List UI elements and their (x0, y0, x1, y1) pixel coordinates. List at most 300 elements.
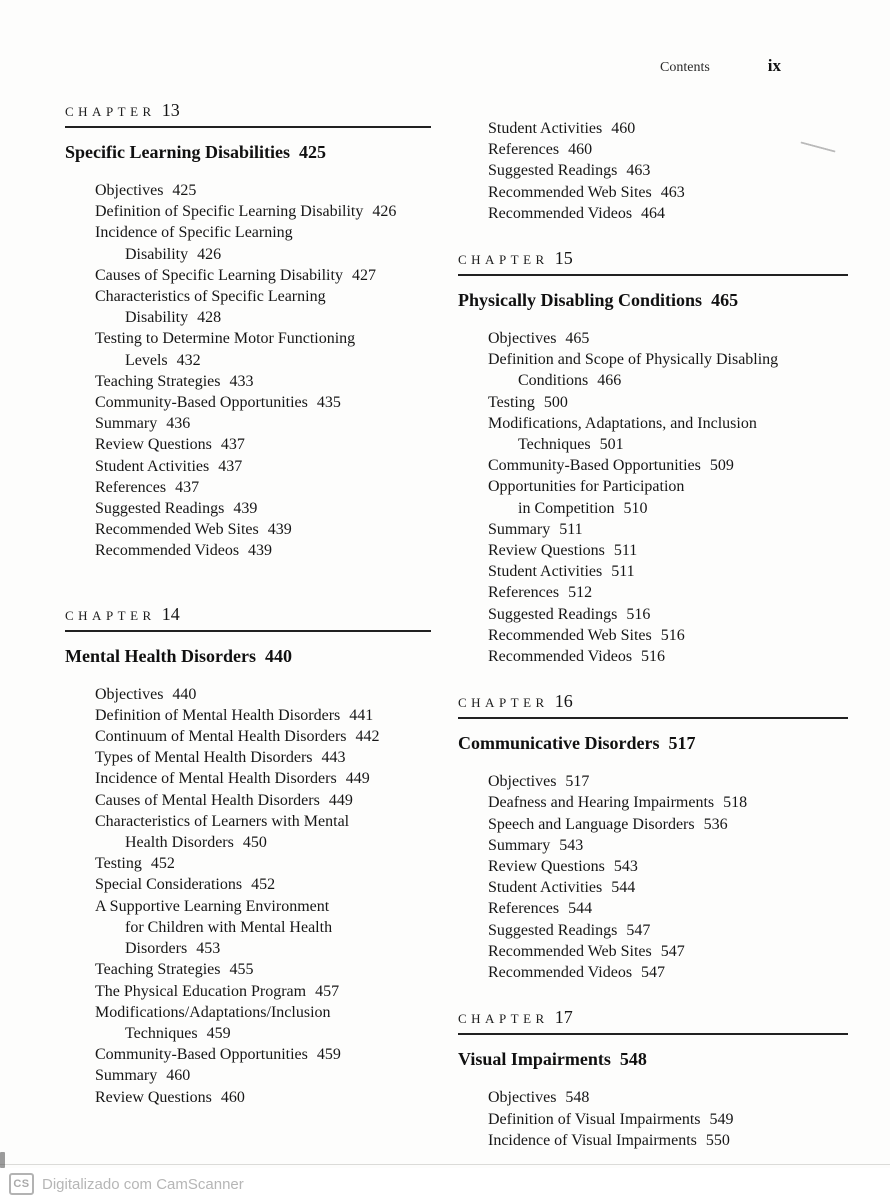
chapter-title (458, 731, 848, 756)
toc-page-number: 465 (565, 330, 590, 348)
toc-entry (488, 455, 848, 476)
toc-line (488, 370, 848, 391)
chapter-block (65, 604, 431, 1108)
toc-line-text: Definition and Scope of Physically Disabling (488, 351, 779, 369)
toc-line (488, 1087, 848, 1108)
toc-line-text: Modifications/Adaptations/Inclusion (95, 1003, 331, 1021)
toc-line (488, 118, 848, 139)
chapter-label: CHAPTER (458, 1011, 549, 1027)
toc-page-number: 433 (229, 372, 254, 390)
toc-line-text: References (488, 584, 560, 602)
chapter-title-page: 465 (711, 290, 739, 311)
toc-line (95, 1044, 431, 1065)
toc-entry (95, 790, 431, 811)
toc-line (488, 835, 848, 856)
toc-line-text: Review Questions (95, 1088, 212, 1106)
toc-page-number: 437 (175, 478, 200, 496)
toc-entry (488, 625, 848, 646)
chapter-number: 16 (554, 691, 573, 712)
toc-entry (488, 1109, 848, 1130)
toc-page-number: 460 (220, 1088, 245, 1106)
toc-page-number: 518 (723, 794, 748, 812)
toc-line (95, 456, 431, 477)
toc-line (95, 981, 431, 1002)
chapter-heading (458, 691, 848, 719)
toc-entry (95, 705, 431, 726)
toc-page-number: 460 (611, 120, 636, 137)
toc-entry (488, 835, 848, 856)
toc-entry (488, 920, 848, 941)
toc-line (95, 1002, 431, 1023)
chapter-block (458, 248, 848, 667)
toc-line-text: Student Activities (488, 879, 603, 897)
toc-line-text: Causes of Mental Health Disorders (95, 791, 320, 809)
toc-page-number: 457 (315, 982, 340, 1000)
folio-page-number: ix (767, 56, 782, 75)
toc-entry (95, 726, 431, 747)
toc-line-text: Objectives (488, 1089, 557, 1107)
toc-line-text: Teaching Strategies (95, 372, 221, 390)
toc-line-text: Summary (95, 1067, 158, 1085)
toc-line (95, 498, 431, 519)
chapter-title-text: Visual Impairments (458, 1049, 611, 1070)
toc-line-text: Incidence of Specific Learning (95, 224, 293, 242)
chapter-title (458, 288, 848, 313)
chapter-number: 14 (161, 603, 180, 624)
toc-line-text: Objectives (95, 685, 164, 703)
chapter-title (458, 1047, 848, 1072)
toc-line (95, 1023, 431, 1044)
chapter-block (65, 100, 431, 562)
toc-line (95, 726, 431, 747)
toc-line-text: Recommended Web Sites (488, 942, 652, 960)
toc-line (488, 604, 848, 625)
toc-entry (95, 1002, 431, 1044)
toc-page-number: 437 (220, 436, 245, 454)
toc-line-text: A Supportive Learning Environment (95, 897, 330, 915)
toc-line (95, 1087, 431, 1108)
toc-entry (95, 896, 431, 960)
running-title: Contents (660, 60, 710, 75)
toc-line-text: Objectives (95, 182, 164, 199)
toc-entry (488, 413, 848, 455)
toc-line-text: Characteristics of Learners with Mental (95, 812, 350, 830)
toc-entries (65, 684, 431, 1108)
scan-smudge-artifact (0, 1152, 5, 1168)
toc-entry (95, 392, 431, 413)
toc-page-number: 435 (316, 394, 341, 412)
toc-line (95, 540, 431, 561)
toc-line-text: Recommended Web Sites (488, 183, 652, 201)
toc-line-text: Disability (125, 309, 189, 327)
toc-line (95, 413, 431, 434)
toc-entry (95, 1044, 431, 1065)
toc-entry (488, 1087, 848, 1108)
toc-line (95, 747, 431, 768)
toc-line-text: Student Activities (488, 563, 603, 581)
toc-line-text: Testing (488, 393, 535, 411)
toc-line (95, 917, 431, 938)
toc-line-text: Recommended Web Sites (488, 626, 652, 644)
toc-line (95, 350, 431, 371)
toc-entry (95, 434, 431, 455)
toc-line (95, 180, 431, 201)
toc-line (488, 160, 848, 181)
toc-entry (488, 962, 848, 983)
toc-line (488, 582, 848, 603)
toc-page-number: 453 (196, 940, 221, 958)
toc-page-number: 426 (197, 245, 222, 263)
chapter-label: CHAPTER (65, 607, 156, 623)
toc-page-number: 452 (150, 855, 175, 873)
toc-entry (488, 771, 848, 792)
toc-line (95, 832, 431, 853)
chapter-title-page: 425 (299, 142, 326, 162)
toc-column-right (458, 103, 848, 1151)
chapter-title-text: Specific Learning Disabilities (65, 142, 290, 162)
toc-line-text: Continuum of Mental Health Disorders (95, 728, 347, 746)
toc-line (95, 811, 431, 832)
toc-line (488, 139, 848, 160)
toc-entry (95, 1065, 431, 1086)
toc-page-number: 460 (166, 1067, 191, 1085)
toc-line-text: Techniques (518, 436, 591, 454)
toc-page-number: 536 (703, 815, 728, 833)
toc-line-text: Review Questions (95, 436, 212, 454)
toc-line (95, 222, 431, 243)
toc-line-text: Definition of Visual Impairments (488, 1110, 701, 1128)
toc-line-text: Community-Based Opportunities (95, 1046, 308, 1064)
toc-entry (95, 1087, 431, 1108)
toc-line (488, 392, 848, 413)
running-header (660, 56, 850, 76)
toc-line-text: The Physical Education Program (95, 982, 307, 1000)
toc-page-number: 511 (611, 563, 635, 581)
toc-line (488, 771, 848, 792)
toc-line (95, 1065, 431, 1086)
toc-entries (458, 771, 848, 983)
toc-entry (95, 328, 431, 370)
toc-entry (488, 160, 848, 181)
chapter-title-page: 440 (264, 645, 292, 666)
toc-page-number: 450 (242, 834, 267, 852)
toc-page-number: 516 (641, 648, 666, 666)
toc-page-number: 544 (568, 900, 593, 918)
toc-entries (458, 328, 848, 667)
toc-line-text: Testing (95, 855, 142, 873)
toc-entry (488, 941, 848, 962)
toc-line (488, 328, 848, 349)
toc-page-number: 436 (166, 415, 191, 433)
toc-line-text: in Competition (518, 499, 615, 517)
toc-line-text: Incidence of Mental Health Disorders (95, 770, 337, 788)
toc-page-number: 544 (611, 879, 636, 897)
toc-entry (488, 604, 848, 625)
toc-line-text: Techniques (125, 1024, 198, 1042)
chapter-heading (458, 1007, 848, 1035)
toc-line-text: Recommended Web Sites (95, 521, 259, 539)
chapter-heading (65, 100, 431, 128)
toc-line (488, 413, 848, 434)
toc-line (95, 853, 431, 874)
toc-line-text: Special Considerations (95, 876, 243, 894)
toc-entry (488, 519, 848, 540)
toc-line-text: Teaching Strategies (95, 961, 221, 979)
toc-line-text: Review Questions (488, 542, 605, 560)
toc-line (488, 792, 848, 813)
toc-line-text: Deafness and Hearing Impairments (488, 794, 715, 812)
toc-line (488, 625, 848, 646)
chapter-heading (65, 604, 431, 632)
toc-page-number: 512 (568, 584, 593, 602)
toc-entry (95, 747, 431, 768)
toc-line (488, 646, 848, 667)
toc-line-text: Suggested Readings (488, 162, 618, 180)
toc-line-text: References (488, 900, 560, 918)
toc-page-number: 548 (565, 1089, 590, 1107)
toc-line-text: Objectives (488, 773, 557, 791)
toc-line-text: Health Disorders (125, 834, 234, 852)
toc-line-text: Speech and Language Disorders (488, 815, 695, 833)
toc-page-number: 511 (559, 520, 583, 538)
camscanner-footer (0, 1168, 890, 1200)
toc-line (95, 684, 431, 705)
toc-line-text: Suggested Readings (488, 605, 618, 623)
toc-line (488, 920, 848, 941)
toc-line (95, 959, 431, 980)
toc-entry (95, 768, 431, 789)
toc-page-number: 547 (660, 942, 685, 960)
toc-entries (458, 1087, 848, 1151)
toc-entry (95, 811, 431, 853)
toc-line (488, 898, 848, 919)
scan-edge-line (0, 1164, 890, 1165)
toc-page-number: 449 (328, 791, 353, 809)
toc-line-text: Definition of Specific Learning Disability (95, 203, 364, 221)
chapter-block (458, 1007, 848, 1151)
toc-entry (95, 477, 431, 498)
toc-page-number: 459 (206, 1024, 231, 1042)
toc-line (488, 1130, 848, 1151)
toc-line (95, 307, 431, 328)
toc-line (95, 790, 431, 811)
toc-line (95, 938, 431, 959)
toc-line-text: Characteristics of Specific Learning (95, 288, 326, 306)
toc-line (488, 349, 848, 370)
toc-entry (488, 540, 848, 561)
chapter-label: CHAPTER (458, 695, 549, 711)
toc-line (488, 1109, 848, 1130)
toc-page-number: 449 (345, 770, 370, 788)
toc-page-number: 516 (660, 626, 685, 644)
chapter-title-text: Physically Disabling Conditions (458, 290, 703, 311)
chapter-label: CHAPTER (65, 104, 156, 119)
toc-page-number: 549 (709, 1110, 734, 1128)
toc-line (488, 498, 848, 519)
toc-line (95, 371, 431, 392)
toc-entry (488, 877, 848, 898)
toc-line-text: Objectives (488, 330, 557, 348)
toc-entry (488, 118, 848, 139)
toc-line (488, 540, 848, 561)
toc-page-number: 500 (543, 393, 568, 411)
toc-entry (95, 853, 431, 874)
toc-entry (95, 180, 431, 201)
toc-page-number: 439 (248, 542, 273, 560)
toc-entry (95, 874, 431, 895)
toc-line-text: Causes of Specific Learning Disability (95, 266, 343, 284)
toc-entry (488, 203, 848, 224)
toc-line-text: Types of Mental Health Disorders (95, 749, 313, 767)
toc-entry (95, 684, 431, 705)
toc-line (488, 877, 848, 898)
toc-page-number: 452 (251, 876, 276, 894)
toc-line (488, 814, 848, 835)
chapter-number: 13 (161, 100, 180, 120)
toc-line-text: Review Questions (488, 858, 605, 876)
toc-entry (488, 139, 848, 160)
chapter-title-page: 517 (668, 733, 696, 754)
toc-line (95, 434, 431, 455)
toc-line-text: Conditions (518, 372, 589, 390)
toc-line-text: Community-Based Opportunities (488, 457, 701, 475)
toc-entry (488, 561, 848, 582)
toc-entry (95, 498, 431, 519)
chapter-title-text: Communicative Disorders (458, 733, 660, 754)
toc-page-number: 543 (559, 836, 584, 854)
toc-entries (458, 118, 848, 224)
toc-entry (488, 182, 848, 203)
toc-entry (488, 476, 848, 518)
toc-line (95, 705, 431, 726)
toc-line-text: Suggested Readings (488, 921, 618, 939)
toc-line-text: Recommended Videos (488, 648, 633, 666)
toc-line (95, 874, 431, 895)
toc-line (488, 941, 848, 962)
toc-entry (95, 959, 431, 980)
toc-line (95, 768, 431, 789)
toc-line-text: Modifications, Adaptations, and Inclusion (488, 414, 757, 432)
toc-page-number: 501 (599, 436, 624, 454)
toc-page-number: 428 (197, 309, 222, 327)
toc-entry (95, 265, 431, 286)
toc-line (95, 519, 431, 540)
toc-page-number: 463 (626, 162, 651, 180)
toc-entry (488, 792, 848, 813)
toc-line (488, 476, 848, 497)
toc-line-text: for Children with Mental Health (125, 918, 333, 936)
toc-line (95, 201, 431, 222)
toc-line-text: Student Activities (488, 120, 603, 137)
chapter-title-text: Mental Health Disorders (65, 645, 256, 666)
toc-page-number: 455 (229, 961, 254, 979)
toc-line (95, 896, 431, 917)
toc-line (95, 244, 431, 265)
toc-line-text: Student Activities (95, 457, 210, 475)
toc-entry (95, 371, 431, 392)
toc-line-text: Suggested Readings (95, 500, 225, 518)
toc-entry (488, 1130, 848, 1151)
toc-page-number: 443 (321, 749, 346, 767)
toc-page-number: 509 (709, 457, 734, 475)
toc-entry (488, 349, 848, 391)
toc-line-text: References (95, 478, 167, 496)
toc-line-text: Testing to Determine Motor Functioning (95, 330, 356, 348)
chapter-continuation-block (458, 118, 848, 224)
toc-line (488, 182, 848, 203)
toc-entry (95, 413, 431, 434)
toc-line (488, 455, 848, 476)
toc-line (488, 856, 848, 877)
toc-page-number: 442 (355, 728, 380, 746)
toc-line (95, 286, 431, 307)
chapter-heading (458, 248, 848, 276)
toc-line-text: Summary (488, 836, 551, 854)
toc-page-number: 460 (568, 141, 593, 159)
toc-line-text: Disability (125, 245, 189, 263)
toc-page-number: 432 (176, 351, 201, 369)
toc-line (488, 561, 848, 582)
toc-entry (95, 222, 431, 264)
toc-line-text: Recommended Videos (95, 542, 240, 560)
toc-entry (488, 814, 848, 835)
toc-entry (95, 540, 431, 561)
toc-line-text: Summary (488, 520, 551, 538)
toc-page-number: 464 (641, 204, 666, 222)
toc-page-number: 543 (613, 858, 638, 876)
camscanner-logo-icon: CS (9, 1173, 34, 1195)
toc-page-number: 459 (316, 1046, 341, 1064)
toc-line-text: Opportunities for Participation (488, 478, 685, 496)
toc-entry (488, 856, 848, 877)
toc-line (488, 519, 848, 540)
toc-page-number: 511 (613, 542, 638, 560)
toc-line-text: Disorders (125, 940, 188, 958)
toc-page-number: 547 (626, 921, 651, 939)
toc-line (95, 392, 431, 413)
toc-entry (488, 328, 848, 349)
toc-page-number: 547 (641, 964, 666, 982)
toc-line-text: Recommended Videos (488, 964, 633, 982)
toc-line-text: Definition of Mental Health Disorders (95, 706, 341, 724)
toc-page-number: 517 (565, 773, 590, 791)
toc-entry (488, 392, 848, 413)
toc-entry (488, 646, 848, 667)
toc-line (488, 203, 848, 224)
toc-page-number: 466 (597, 372, 622, 390)
chapter-title (65, 644, 431, 669)
chapter-number: 17 (554, 1007, 573, 1028)
toc-entry (95, 456, 431, 477)
toc-entry (488, 582, 848, 603)
toc-page-number: 437 (218, 457, 243, 475)
chapter-label: CHAPTER (458, 252, 549, 268)
toc-entry (95, 286, 431, 328)
toc-line-text: Recommended Videos (488, 204, 633, 222)
toc-page-number: 441 (349, 706, 374, 724)
toc-page-number: 439 (267, 521, 292, 539)
toc-entry (95, 981, 431, 1002)
chapter-number: 15 (554, 248, 573, 269)
toc-line-text: Incidence of Visual Impairments (488, 1131, 697, 1149)
toc-column-left (65, 100, 431, 1108)
chapter-title (65, 140, 431, 165)
toc-page-number: 510 (623, 499, 648, 517)
toc-line-text: Levels (125, 351, 168, 369)
toc-page-number: 439 (233, 500, 258, 518)
toc-page-number: 426 (372, 203, 397, 221)
camscanner-watermark-text: Digitalizado com CamScanner (42, 1175, 244, 1193)
